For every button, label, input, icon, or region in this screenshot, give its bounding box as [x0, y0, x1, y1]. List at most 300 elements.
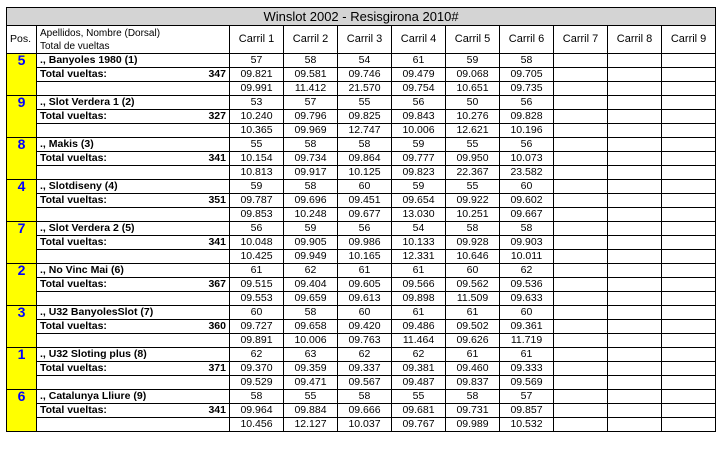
- position-cell: 3: [7, 306, 37, 320]
- table-row: [7, 96, 716, 110]
- position-cell: 2: [7, 264, 37, 278]
- time-cell: 09.337: [338, 362, 392, 376]
- empty-cell: [662, 54, 716, 68]
- time-cell: 10.456: [230, 418, 284, 432]
- laps-cell: 59: [392, 138, 446, 152]
- time-cell: 09.486: [392, 320, 446, 334]
- laps-cell: 58: [230, 390, 284, 404]
- lane-header-8: Carril 8: [608, 26, 662, 54]
- time-cell: 09.569: [500, 376, 554, 390]
- pos-header: Pos.: [7, 26, 37, 54]
- empty-cell: [662, 418, 716, 432]
- empty-cell: [662, 362, 716, 376]
- empty-cell: [662, 124, 716, 138]
- time-cell: 12.747: [338, 124, 392, 138]
- time-cell: 09.460: [446, 362, 500, 376]
- lane-header-7: Carril 7: [554, 26, 608, 54]
- total-value: 360: [208, 320, 226, 332]
- time-cell: 09.787: [230, 194, 284, 208]
- empty-cell: [608, 82, 662, 96]
- time-cell: 09.837: [446, 376, 500, 390]
- position-fill: [7, 320, 37, 334]
- time-cell: 12.127: [284, 418, 338, 432]
- time-cell: 09.705: [500, 68, 554, 82]
- time-cell: 10.276: [446, 110, 500, 124]
- time-cell: 10.006: [284, 334, 338, 348]
- total-value: 341: [208, 152, 226, 164]
- blank-cell: [37, 250, 230, 264]
- empty-cell: [662, 180, 716, 194]
- lane-header-6: Carril 6: [500, 26, 554, 54]
- empty-cell: [662, 208, 716, 222]
- position-fill: [7, 292, 37, 306]
- lane-header-4: Carril 4: [392, 26, 446, 54]
- laps-cell: 62: [500, 264, 554, 278]
- total-label: Total vueltas:: [40, 404, 107, 416]
- empty-cell: [608, 194, 662, 208]
- sheet-title: Winslot 2002 - Resisgirona 2010#: [7, 8, 716, 26]
- laps-cell: 58: [338, 390, 392, 404]
- empty-cell: [554, 194, 608, 208]
- empty-cell: [554, 124, 608, 138]
- team-name: ., Slot Verdera 2 (5): [37, 222, 230, 236]
- total-label: Total vueltas:: [40, 236, 107, 248]
- team-name: ., U32 BanyolesSlot (7): [37, 306, 230, 320]
- total-label: Total vueltas:: [40, 362, 107, 374]
- time-cell: 09.681: [392, 404, 446, 418]
- position-fill: [7, 278, 37, 292]
- empty-cell: [608, 376, 662, 390]
- time-cell: 09.777: [392, 152, 446, 166]
- time-cell: 09.763: [338, 334, 392, 348]
- empty-cell: [662, 166, 716, 180]
- laps-cell: 55: [338, 96, 392, 110]
- empty-cell: [662, 348, 716, 362]
- time-cell: 09.536: [500, 278, 554, 292]
- empty-cell: [608, 68, 662, 82]
- time-cell: 11.719: [500, 334, 554, 348]
- empty-cell: [608, 166, 662, 180]
- table-row: [7, 404, 716, 418]
- empty-cell: [554, 250, 608, 264]
- position-fill: [7, 362, 37, 376]
- table-row: [7, 54, 716, 68]
- position-cell: 6: [7, 390, 37, 404]
- time-cell: 10.073: [500, 152, 554, 166]
- empty-cell: [554, 208, 608, 222]
- time-cell: 09.917: [284, 166, 338, 180]
- position-cell: 4: [7, 180, 37, 194]
- empty-cell: [608, 306, 662, 320]
- laps-cell: 59: [392, 180, 446, 194]
- blank-cell: [37, 208, 230, 222]
- time-cell: 09.553: [230, 292, 284, 306]
- laps-cell: 55: [392, 390, 446, 404]
- empty-cell: [662, 110, 716, 124]
- laps-cell: 58: [284, 54, 338, 68]
- empty-cell: [608, 110, 662, 124]
- position-fill: [7, 166, 37, 180]
- empty-cell: [554, 110, 608, 124]
- laps-cell: 59: [284, 222, 338, 236]
- time-cell: 09.903: [500, 236, 554, 250]
- total-value: 327: [208, 110, 226, 122]
- laps-cell: 55: [446, 138, 500, 152]
- empty-cell: [662, 222, 716, 236]
- laps-cell: 60: [500, 180, 554, 194]
- position-fill: [7, 376, 37, 390]
- time-cell: 09.654: [392, 194, 446, 208]
- empty-cell: [662, 278, 716, 292]
- empty-cell: [608, 264, 662, 278]
- laps-cell: 56: [500, 96, 554, 110]
- laps-cell: 59: [230, 180, 284, 194]
- laps-cell: 50: [446, 96, 500, 110]
- time-cell: 10.813: [230, 166, 284, 180]
- position-fill: [7, 152, 37, 166]
- position-cell: 9: [7, 96, 37, 110]
- empty-cell: [554, 264, 608, 278]
- empty-cell: [554, 166, 608, 180]
- blank-cell: [37, 334, 230, 348]
- time-cell: 10.251: [446, 208, 500, 222]
- total-laps: [37, 236, 230, 250]
- empty-cell: [554, 320, 608, 334]
- empty-cell: [608, 152, 662, 166]
- empty-cell: [662, 236, 716, 250]
- blank-cell: [37, 82, 230, 96]
- time-cell: 09.359: [284, 362, 338, 376]
- lane-header-5: Carril 5: [446, 26, 500, 54]
- name-header-line1: Apellidos, Nombre (Dorsal): [40, 27, 161, 39]
- total-laps: [37, 152, 230, 166]
- position-cell: 8: [7, 138, 37, 152]
- team-name: ., No Vinc Mai (6): [37, 264, 230, 278]
- lane-header-9: Carril 9: [662, 26, 716, 54]
- laps-cell: 61: [446, 306, 500, 320]
- time-cell: 09.626: [446, 334, 500, 348]
- time-cell: 09.420: [338, 320, 392, 334]
- time-cell: 09.567: [338, 376, 392, 390]
- header-row: [7, 26, 716, 54]
- empty-cell: [662, 250, 716, 264]
- table-row: [7, 194, 716, 208]
- time-cell: 09.767: [392, 418, 446, 432]
- total-laps: [37, 404, 230, 418]
- empty-cell: [608, 320, 662, 334]
- empty-cell: [608, 292, 662, 306]
- time-cell: 09.853: [230, 208, 284, 222]
- time-cell: 12.331: [392, 250, 446, 264]
- time-cell: 09.928: [446, 236, 500, 250]
- empty-cell: [608, 96, 662, 110]
- results-body: [7, 54, 716, 432]
- time-cell: 09.361: [500, 320, 554, 334]
- position-fill: [7, 250, 37, 264]
- laps-cell: 63: [284, 348, 338, 362]
- laps-cell: 61: [230, 264, 284, 278]
- time-cell: 11.509: [446, 292, 500, 306]
- team-name: ., U32 Sloting plus (8): [37, 348, 230, 362]
- time-cell: 09.964: [230, 404, 284, 418]
- team-name: ., Slot Verdera 1 (2): [37, 96, 230, 110]
- time-cell: 10.125: [338, 166, 392, 180]
- time-cell: 09.843: [392, 110, 446, 124]
- empty-cell: [554, 152, 608, 166]
- total-value: 341: [208, 404, 226, 416]
- laps-cell: 60: [338, 180, 392, 194]
- empty-cell: [554, 54, 608, 68]
- empty-cell: [662, 264, 716, 278]
- time-cell: 09.515: [230, 278, 284, 292]
- laps-cell: 62: [284, 264, 338, 278]
- empty-cell: [554, 390, 608, 404]
- table-row: [7, 334, 716, 348]
- empty-cell: [554, 376, 608, 390]
- empty-cell: [554, 236, 608, 250]
- laps-cell: 58: [284, 138, 338, 152]
- time-cell: 09.471: [284, 376, 338, 390]
- total-laps: [37, 320, 230, 334]
- laps-cell: 61: [392, 54, 446, 68]
- time-cell: 09.613: [338, 292, 392, 306]
- time-cell: 09.986: [338, 236, 392, 250]
- laps-cell: 60: [230, 306, 284, 320]
- empty-cell: [554, 68, 608, 82]
- empty-cell: [554, 96, 608, 110]
- time-cell: 09.884: [284, 404, 338, 418]
- time-cell: 10.365: [230, 124, 284, 138]
- empty-cell: [662, 82, 716, 96]
- table-row: [7, 180, 716, 194]
- time-cell: 09.734: [284, 152, 338, 166]
- lane-header-2: Carril 2: [284, 26, 338, 54]
- position-fill: [7, 124, 37, 138]
- empty-cell: [608, 418, 662, 432]
- table-row: [7, 348, 716, 362]
- position-fill: [7, 334, 37, 348]
- time-cell: 10.011: [500, 250, 554, 264]
- empty-cell: [554, 418, 608, 432]
- time-cell: 09.825: [338, 110, 392, 124]
- time-cell: 09.529: [230, 376, 284, 390]
- time-cell: 09.370: [230, 362, 284, 376]
- empty-cell: [554, 278, 608, 292]
- laps-cell: 62: [392, 348, 446, 362]
- time-cell: 09.566: [392, 278, 446, 292]
- time-cell: 09.746: [338, 68, 392, 82]
- laps-cell: 58: [284, 180, 338, 194]
- laps-cell: 55: [230, 138, 284, 152]
- time-cell: 23.582: [500, 166, 554, 180]
- table-row: [7, 376, 716, 390]
- position-fill: [7, 418, 37, 432]
- laps-cell: 60: [500, 306, 554, 320]
- time-cell: 09.333: [500, 362, 554, 376]
- laps-cell: 58: [284, 306, 338, 320]
- laps-cell: 55: [284, 390, 338, 404]
- table-row: [7, 390, 716, 404]
- time-cell: 09.451: [338, 194, 392, 208]
- time-cell: 09.666: [338, 404, 392, 418]
- results-table: [6, 7, 716, 432]
- time-cell: 09.754: [392, 82, 446, 96]
- laps-cell: 61: [338, 264, 392, 278]
- time-cell: 10.037: [338, 418, 392, 432]
- time-cell: 09.796: [284, 110, 338, 124]
- team-name: ., Makis (3): [37, 138, 230, 152]
- position-fill: [7, 110, 37, 124]
- table-row: [7, 152, 716, 166]
- laps-cell: 58: [446, 390, 500, 404]
- time-cell: 09.969: [284, 124, 338, 138]
- total-label: Total vueltas:: [40, 110, 107, 122]
- time-cell: 09.659: [284, 292, 338, 306]
- total-label: Total vueltas:: [40, 152, 107, 164]
- name-header-line2: Total de vueltas: [40, 40, 110, 52]
- empty-cell: [662, 320, 716, 334]
- time-cell: 10.240: [230, 110, 284, 124]
- empty-cell: [662, 152, 716, 166]
- total-value: 341: [208, 236, 226, 248]
- time-cell: 10.651: [446, 82, 500, 96]
- total-label: Total vueltas:: [40, 68, 107, 80]
- time-cell: 10.425: [230, 250, 284, 264]
- time-cell: 09.821: [230, 68, 284, 82]
- results-sheet: [6, 7, 715, 432]
- laps-cell: 59: [446, 54, 500, 68]
- time-cell: 09.068: [446, 68, 500, 82]
- laps-cell: 58: [500, 222, 554, 236]
- table-row: [7, 236, 716, 250]
- position-fill: [7, 194, 37, 208]
- empty-cell: [554, 348, 608, 362]
- position-fill: [7, 208, 37, 222]
- table-row: [7, 166, 716, 180]
- empty-cell: [608, 278, 662, 292]
- position-cell: 1: [7, 348, 37, 362]
- laps-cell: 56: [500, 138, 554, 152]
- time-cell: 09.502: [446, 320, 500, 334]
- empty-cell: [608, 334, 662, 348]
- empty-cell: [554, 404, 608, 418]
- total-value: 347: [208, 68, 226, 80]
- blank-cell: [37, 124, 230, 138]
- empty-cell: [554, 180, 608, 194]
- time-cell: 22.367: [446, 166, 500, 180]
- table-row: [7, 418, 716, 432]
- empty-cell: [608, 208, 662, 222]
- blank-cell: [37, 376, 230, 390]
- laps-cell: 57: [230, 54, 284, 68]
- time-cell: 10.006: [392, 124, 446, 138]
- total-value: 351: [208, 194, 226, 206]
- position-cell: 7: [7, 222, 37, 236]
- laps-cell: 56: [338, 222, 392, 236]
- laps-cell: 57: [500, 390, 554, 404]
- empty-cell: [662, 138, 716, 152]
- laps-cell: 62: [338, 348, 392, 362]
- time-cell: 13.030: [392, 208, 446, 222]
- total-laps: [37, 68, 230, 82]
- time-cell: 09.857: [500, 404, 554, 418]
- table-row: [7, 306, 716, 320]
- empty-cell: [662, 306, 716, 320]
- table-row: [7, 264, 716, 278]
- laps-cell: 54: [392, 222, 446, 236]
- table-row: [7, 110, 716, 124]
- total-laps: [37, 362, 230, 376]
- table-row: [7, 208, 716, 222]
- time-cell: 09.949: [284, 250, 338, 264]
- table-row: [7, 222, 716, 236]
- table-row: [7, 138, 716, 152]
- time-cell: 10.048: [230, 236, 284, 250]
- total-value: 371: [208, 362, 226, 374]
- time-cell: 09.823: [392, 166, 446, 180]
- laps-cell: 55: [446, 180, 500, 194]
- time-cell: 09.602: [500, 194, 554, 208]
- laps-cell: 57: [284, 96, 338, 110]
- empty-cell: [608, 124, 662, 138]
- empty-cell: [662, 292, 716, 306]
- empty-cell: [662, 68, 716, 82]
- time-cell: 09.864: [338, 152, 392, 166]
- total-label: Total vueltas:: [40, 320, 107, 332]
- team-name: ., Slotdiseny (4): [37, 180, 230, 194]
- empty-cell: [554, 362, 608, 376]
- total-laps: [37, 194, 230, 208]
- table-row: [7, 320, 716, 334]
- time-cell: 09.487: [392, 376, 446, 390]
- time-cell: 09.950: [446, 152, 500, 166]
- position-cell: 5: [7, 54, 37, 68]
- time-cell: 10.154: [230, 152, 284, 166]
- time-cell: 09.633: [500, 292, 554, 306]
- empty-cell: [608, 180, 662, 194]
- empty-cell: [608, 54, 662, 68]
- blank-cell: [37, 418, 230, 432]
- time-cell: 10.646: [446, 250, 500, 264]
- total-laps: [37, 110, 230, 124]
- total-value: 367: [208, 278, 226, 290]
- laps-cell: 56: [230, 222, 284, 236]
- time-cell: 09.696: [284, 194, 338, 208]
- time-cell: 09.667: [500, 208, 554, 222]
- name-header: [37, 26, 230, 54]
- empty-cell: [554, 306, 608, 320]
- lane-header-1: Carril 1: [230, 26, 284, 54]
- total-laps: [37, 278, 230, 292]
- time-cell: 09.905: [284, 236, 338, 250]
- time-cell: 09.562: [446, 278, 500, 292]
- team-name: ., Banyoles 1980 (1): [37, 54, 230, 68]
- empty-cell: [554, 334, 608, 348]
- time-cell: 09.991: [230, 82, 284, 96]
- empty-cell: [662, 96, 716, 110]
- time-cell: 09.735: [500, 82, 554, 96]
- table-row: [7, 278, 716, 292]
- team-name: ., Catalunya Lliure (9): [37, 390, 230, 404]
- blank-cell: [37, 292, 230, 306]
- total-label: Total vueltas:: [40, 278, 107, 290]
- laps-cell: 53: [230, 96, 284, 110]
- empty-cell: [554, 138, 608, 152]
- position-fill: [7, 236, 37, 250]
- empty-cell: [608, 348, 662, 362]
- time-cell: 09.658: [284, 320, 338, 334]
- blank-cell: [37, 166, 230, 180]
